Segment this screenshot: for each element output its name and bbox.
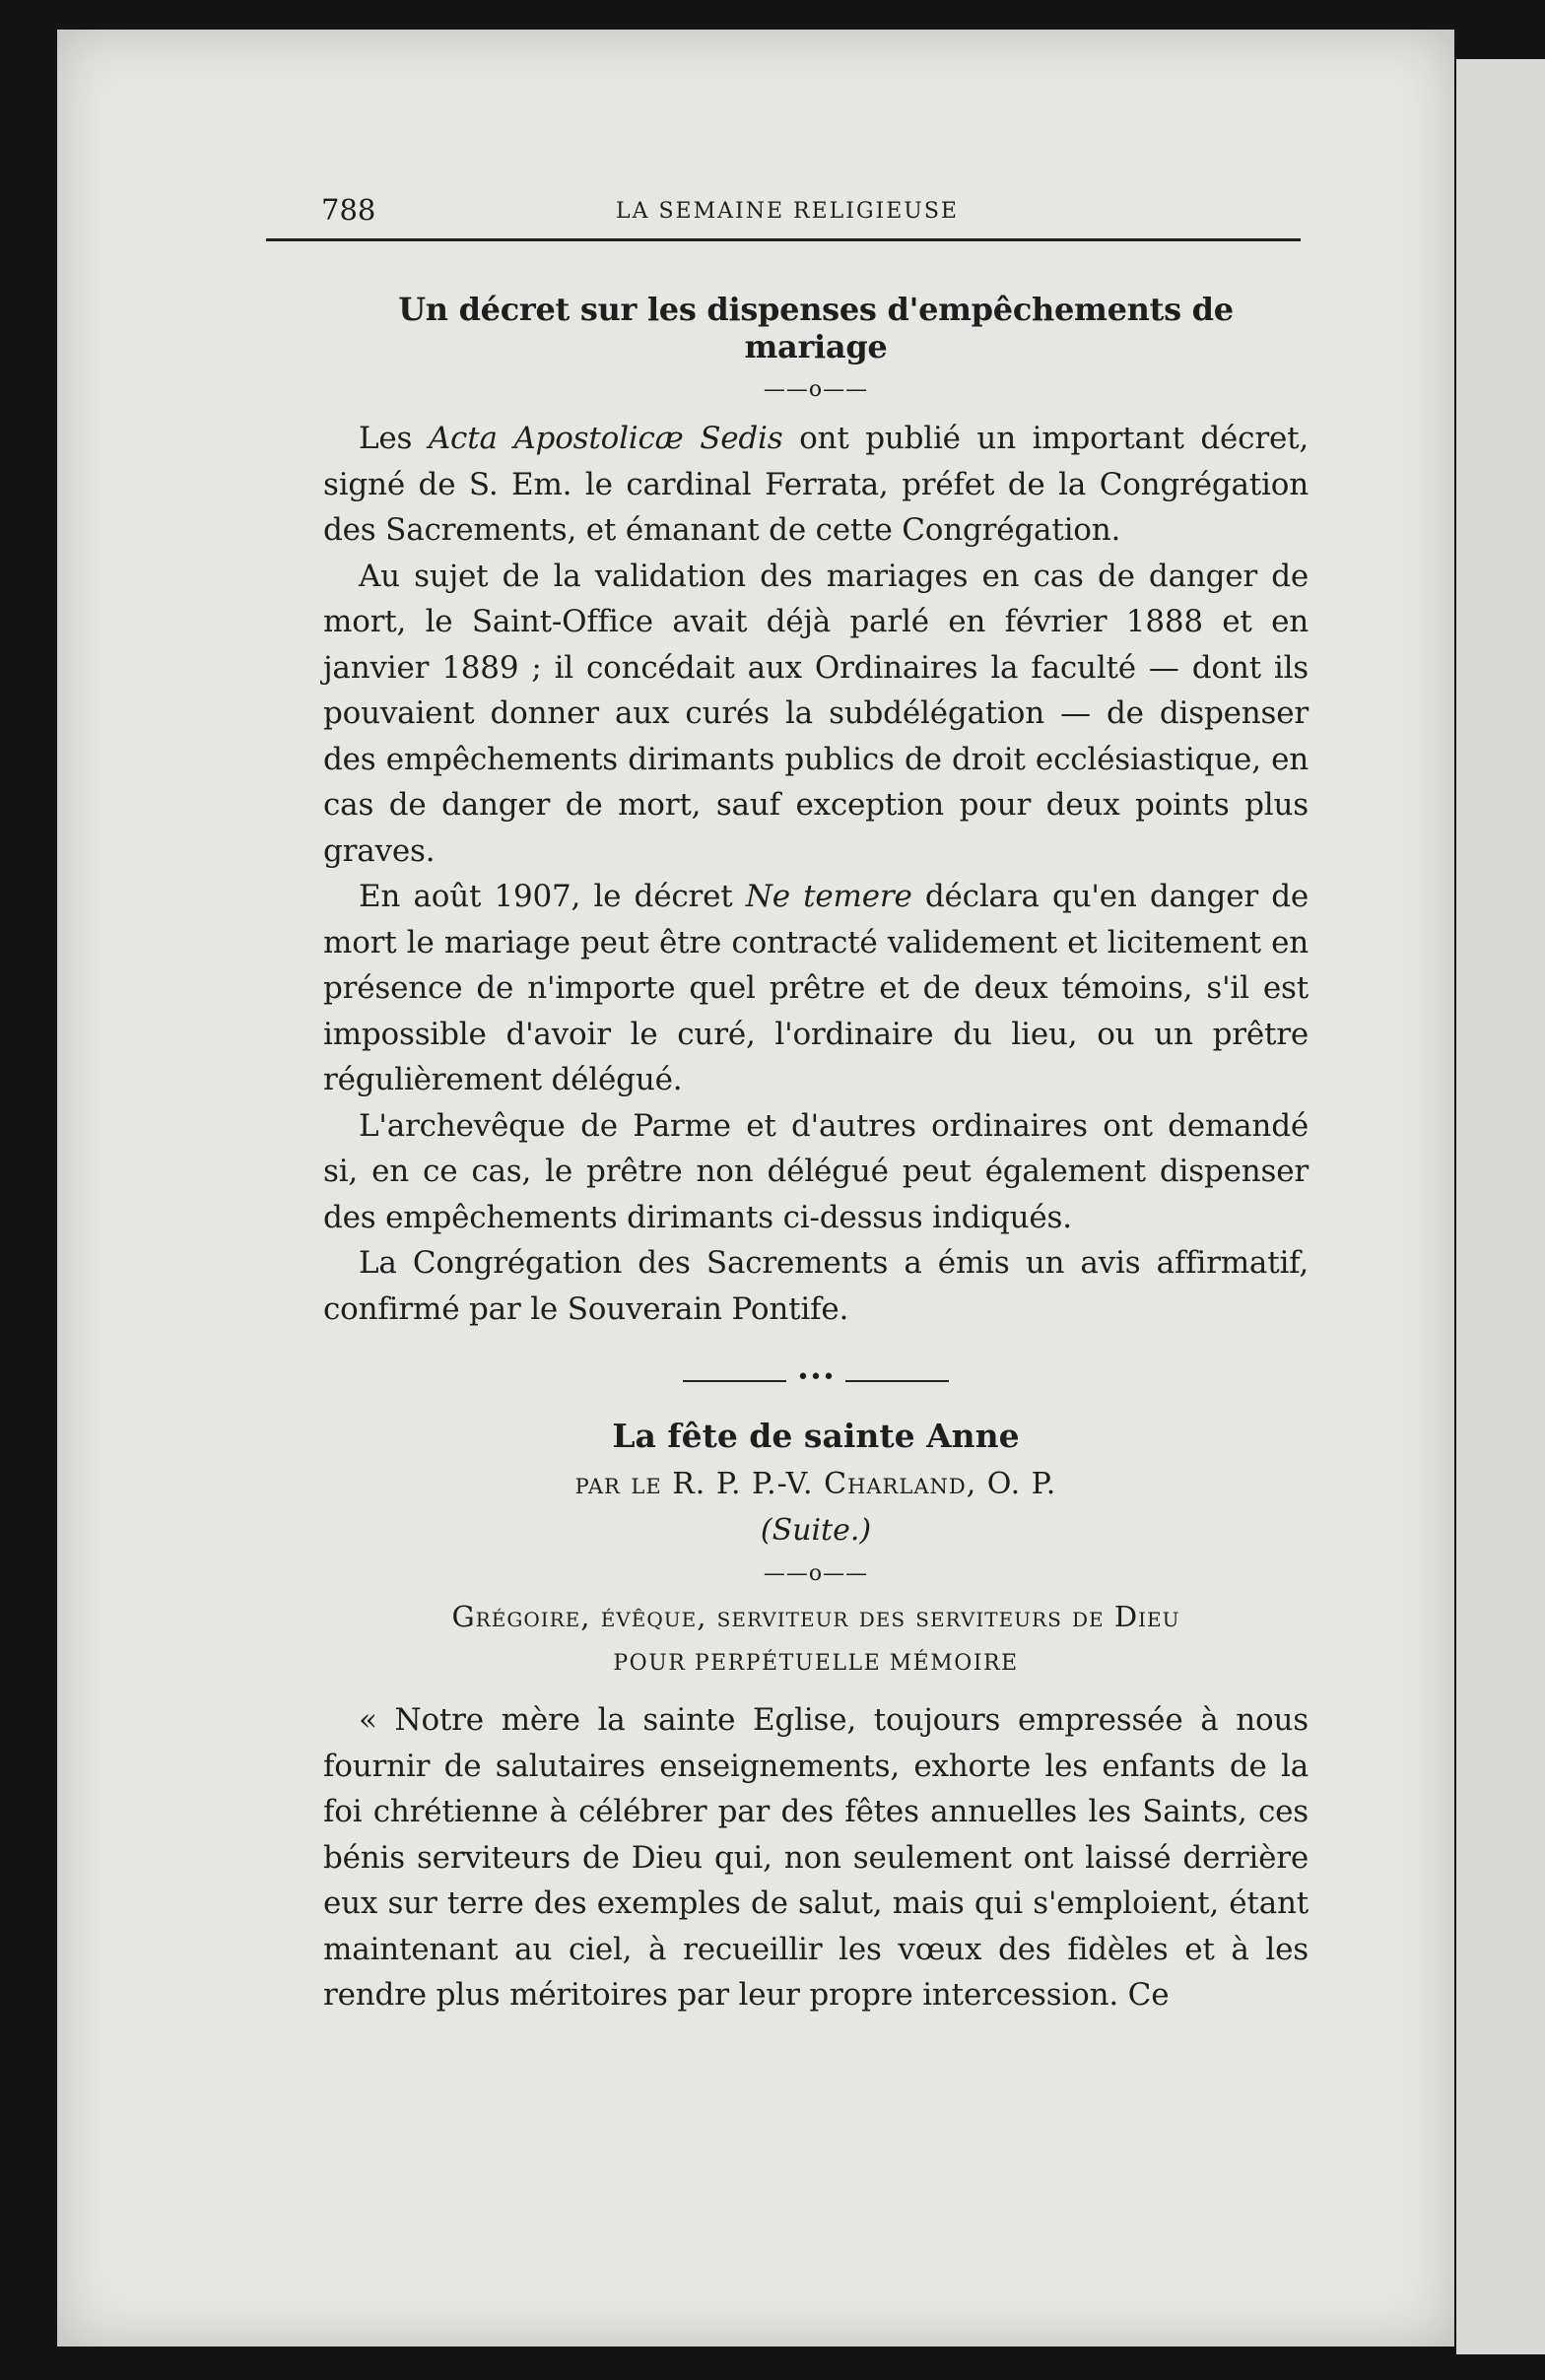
title-divider: ——o—— [763, 1561, 869, 1586]
papal-heading: Grégoire, évêque, serviteur des serviteurs de Dieu [451, 1600, 1180, 1633]
byline: par le R. P. P.-V. Charland, O. P. [574, 1467, 1057, 1501]
journal-title: LA SEMAINE RELIGIEUSE [616, 199, 959, 224]
article-title: Un décret sur les dispenses d'empêchements de mariage [398, 291, 1234, 365]
page-content [323, 291, 1309, 2018]
paragraph: Les Acta Apostolicæ Sedis ont publié un important décret, signé de S. Em. le cardinal Ferrata, préfet de la Congrégation des Sacrements, et émanant de cette Congrégation. [323, 421, 1310, 548]
paragraph: En août 1907, le décret Ne temere déclara qu'en danger de mort le mariage peut être contracté validement et licitement en présence de n'importe quel prêtre et de deux témoins, s'il est impossible d'avoir le curé, l'ordinaire du lieu, ou un prêtre régulièrement délégué. [323, 879, 1309, 1097]
perpetual-memory-heading: POUR PERPÉTUELLE MÉMOIRE [613, 1651, 1019, 1676]
paragraph: La Congrégation des Sacrements a émis un avis affirmatif, confirmé par le Souverain Pontife. [323, 1245, 1309, 1327]
paragraph: L'archevêque de Parme et d'autres ordinaires ont demandé si, en ce cas, le prêtre non délégué peut également dispenser des empêchements dirimants ci-dessus indiqués. [323, 1107, 1309, 1235]
section-separator [683, 1365, 949, 1391]
separator-ornament: ••• [786, 1365, 845, 1390]
title-divider: ——o—— [763, 377, 869, 402]
continuation-note: (Suite.) [760, 1513, 872, 1548]
article-title: La fête de sainte Anne [612, 1417, 1020, 1455]
running-head [266, 193, 1301, 241]
adjacent-page-edge [1456, 59, 1545, 2354]
page-number: 788 [321, 193, 376, 227]
paragraph: Au sujet de la validation des mariages en cas de danger de mort, le Saint-Office avait déjà parlé en février 1888 et en janvier 1889 ; il concédait aux Ordinaires la faculté — dont ils pouvaient donner aux curés la subdélégation — de dispenser des empêchements dirimants publics de droit ecclésiastique, en cas de danger de mort, sauf exception pour deux points plus graves. [323, 558, 1309, 869]
paragraph: « Notre mère la sainte Eglise, toujours empressée à nous fournir de salutaires enseignements, exhorte les enfants de la foi chrétienne à célébrer par des fêtes annuelles les Saints, ces bénis serviteurs de Dieu qui, non seulement ont laissé derrière eux sur terre des exemples de salut, mais qui s'emploient, étant maintenant au ciel, à recueillir les vœux des fidèles et à les rendre plus méritoires par leur propre intercession. Ce [323, 1702, 1309, 2013]
